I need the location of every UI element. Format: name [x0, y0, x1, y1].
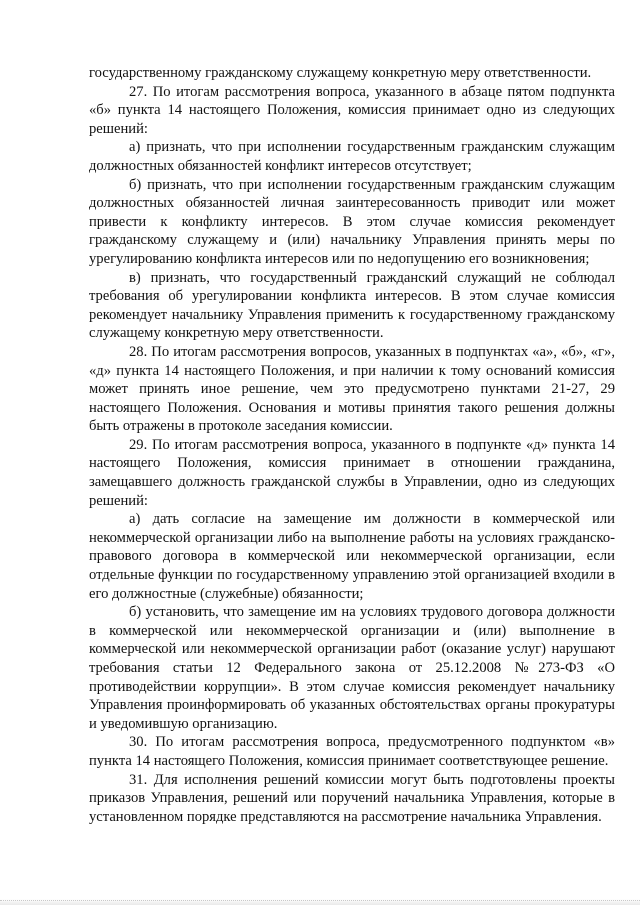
paragraph-27: 27. По итогам рассмотрения вопроса, указанного в абзаце пятом подпункта «б» пункта 14 настоящего Положения, комиссия принимает одно из следующих решений:	[89, 83, 615, 137]
paragraph-29-b: б) установить, что замещение им на условиях трудового договора должности в коммерческой или некоммерческой организации и (или) выполнение в коммерческой или некоммерческой организации работ (оказание услуг) нарушают требования статьи 12 Федерального закона от 25.12.2008 №273-ФЗ «О противодействии коррупции». В этом случае комиссия рекомендует начальнику Управления проинформировать об указанных обстоятельствах органы прокуратуры и уведомившую организацию.	[89, 604, 615, 732]
paragraph-27-v: в) признать, что государственный гражданский служащий не соблюдал требования об урегулировании конфликта интересов. В этом случае комиссия рекомендует начальнику Управления применить к государственному гражданскому служащему конкретную меру ответственности.	[89, 269, 615, 342]
paragraph-28: 28. По итогам рассмотрения вопросов, указанных в подпунктах «а», «б», «г», «д» пункта 14 настоящего Положения, и при наличии к тому оснований комиссия может принять иное решение, чем это предусмотрено пунктами 21-27, 29 настоящего Положения. Основания и мотивы принятия такого решения должны быть отражены в протоколе заседания комиссии.	[89, 343, 615, 435]
paragraph-30: 30. По итогам рассмотрения вопроса, предусмотренного подпунктом «в» пункта 14 настоящего Положения, комиссия принимает соответствующее решение.	[89, 734, 615, 769]
paragraph-continuation: государственному гражданскому служащему конкретную меру ответственности.	[89, 65, 592, 81]
document-body	[89, 64, 615, 826]
paragraph-27-a: а) признать, что при исполнении государственным гражданским служащим должностных обязанностей конфликт интересов отсутствует;	[89, 139, 615, 174]
scan-artifact-line	[0, 900, 640, 902]
paragraph-29: 29. По итогам рассмотрения вопроса, указанного в подпункте «д» пункта 14 настоящего Положения, комиссия принимает в отношении гражданина, замещавшего должность гражданской службы в Управлении, одно из следующих решений:	[89, 436, 615, 509]
paragraph-27-b: б) признать, что при исполнении государственным гражданским служащим должностных обязанностей личная заинтересованность приводит или может привести к конфликту интересов. В этом случае комиссия рекомендует гражданскому служащему и (или) начальнику Управления принять меры по урегулированию конфликта интересов или по недопущению его возникновения;	[89, 176, 615, 267]
paragraph-29-a: а) дать согласие на замещение им должности в коммерческой или некоммерческой организации либо на выполнение работы на условиях гражданско-правового договора в коммерческой или некоммерческой организации, если отдельные функции по государственному управлению этой организацией входили в его должностные (служебные) обязанности;	[89, 511, 615, 602]
paragraph-31: 31. Для исполнения решений комиссии могут быть подготовлены проекты приказов Управления, решений или поручений начальника Управления, которые в установленном порядке представляются на рассмотрение начальника Управления.	[89, 771, 615, 825]
